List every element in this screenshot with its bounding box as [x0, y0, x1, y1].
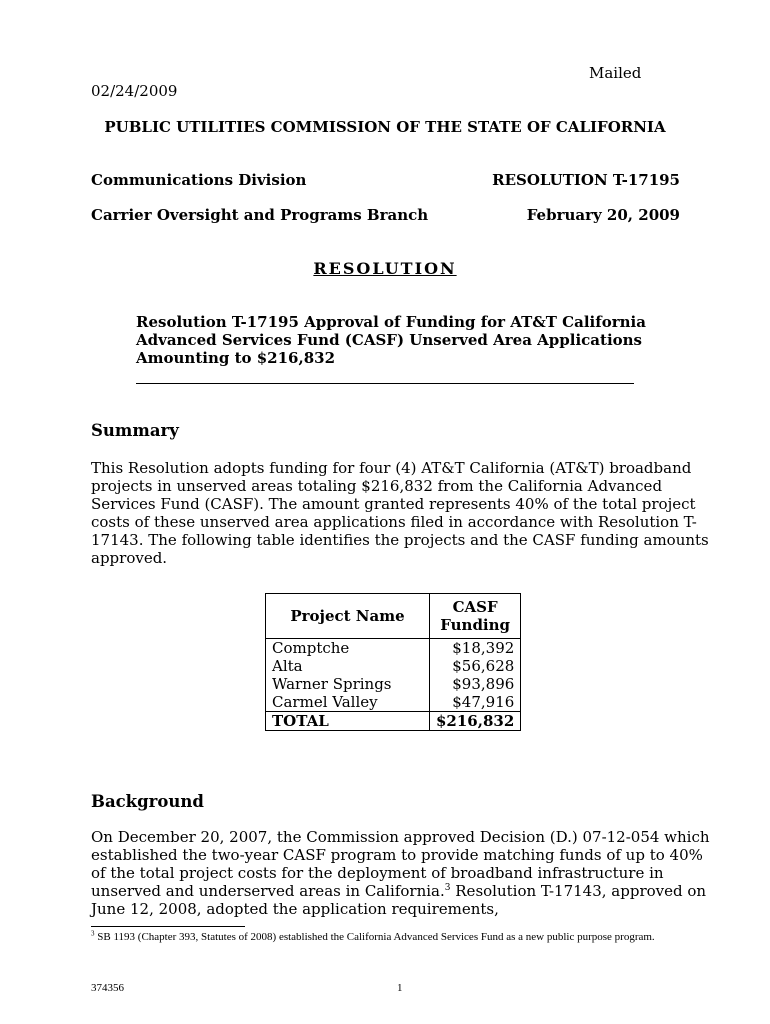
background-heading: Background [91, 792, 204, 811]
resolution-date: February 20, 2009 [526, 206, 680, 224]
background-text-before: On December 20, 2007, the Commission approved Decision (D.) 07-12-054 which established the two-year CASF program to provide matching funds of up to 40% of the total project costs for the deployment of broadband infrastructure in unserved and underserved areas in California. [91, 828, 710, 900]
project-name-cell: Comptche [266, 639, 430, 658]
project-name-cell: Carmel Valley [266, 693, 430, 712]
summary-heading: Summary [91, 421, 179, 440]
project-name-cell: Alta [266, 657, 430, 675]
title-divider [136, 383, 634, 384]
project-name-cell: Warner Springs [266, 675, 430, 693]
footnote-divider [91, 926, 245, 927]
footnote-text: SB 1193 (Chapter 393, Statutes of 2008) established the California Advanced Services Fund as a new public purpose program. [94, 931, 655, 943]
table-row [266, 675, 521, 693]
column-header-funding: CASF Funding [430, 594, 521, 639]
table-row [266, 693, 521, 712]
total-label-cell: TOTAL [266, 712, 430, 731]
footnote-reference[interactable]: 3 [444, 883, 451, 893]
division-name: Communications Division [91, 171, 307, 189]
background-paragraph [91, 828, 711, 918]
page-number: 1 [397, 982, 403, 994]
resolution-heading: RESOLUTION [313, 259, 457, 278]
resolution-title: Resolution T-17195 Approval of Funding for AT&T California Advanced Services Fund (CASF) Unserved Area Applications Amounting to $216,832 [136, 313, 646, 367]
footnote [91, 929, 711, 945]
funding-amount-cell: $56,628 [430, 657, 521, 675]
resolution-number: RESOLUTION T-17195 [492, 171, 680, 189]
funding-amount-cell: $93,896 [430, 675, 521, 693]
footnote-marker: 3 [91, 929, 95, 938]
document-number: 374356 [91, 982, 124, 994]
background-text-after: Resolution T-17143, approved on June 12, 2008, adopted the application requirements, [91, 882, 707, 918]
commission-title: PUBLIC UTILITIES COMMISSION OF THE STATE OF CALIFORNIA [104, 118, 666, 136]
mailed-date: 02/24/2009 [91, 82, 178, 100]
mailed-label: Mailed [589, 64, 642, 82]
branch-name: Carrier Oversight and Programs Branch [91, 206, 429, 224]
funding-amount-cell: $47,916 [430, 693, 521, 712]
table-header-row [266, 594, 521, 639]
table-row [266, 657, 521, 675]
table-row [266, 639, 521, 658]
summary-paragraph: This Resolution adopts funding for four (4) AT&T California (AT&T) broadband projects in unserved areas totaling $216,832 from the California Advanced Services Fund (CASF). The amount granted represents 40% of the total project costs of these unserved area applications filed in accordance with Resolution T-17143. The following table identifies the projects and the CASF funding amounts approved. [91, 459, 709, 567]
column-header-project: Project Name [266, 594, 430, 639]
table-total-row [266, 712, 521, 731]
funding-amount-cell: $18,392 [430, 639, 521, 658]
total-amount-cell: $216,832 [430, 712, 521, 731]
funding-table [265, 593, 521, 731]
